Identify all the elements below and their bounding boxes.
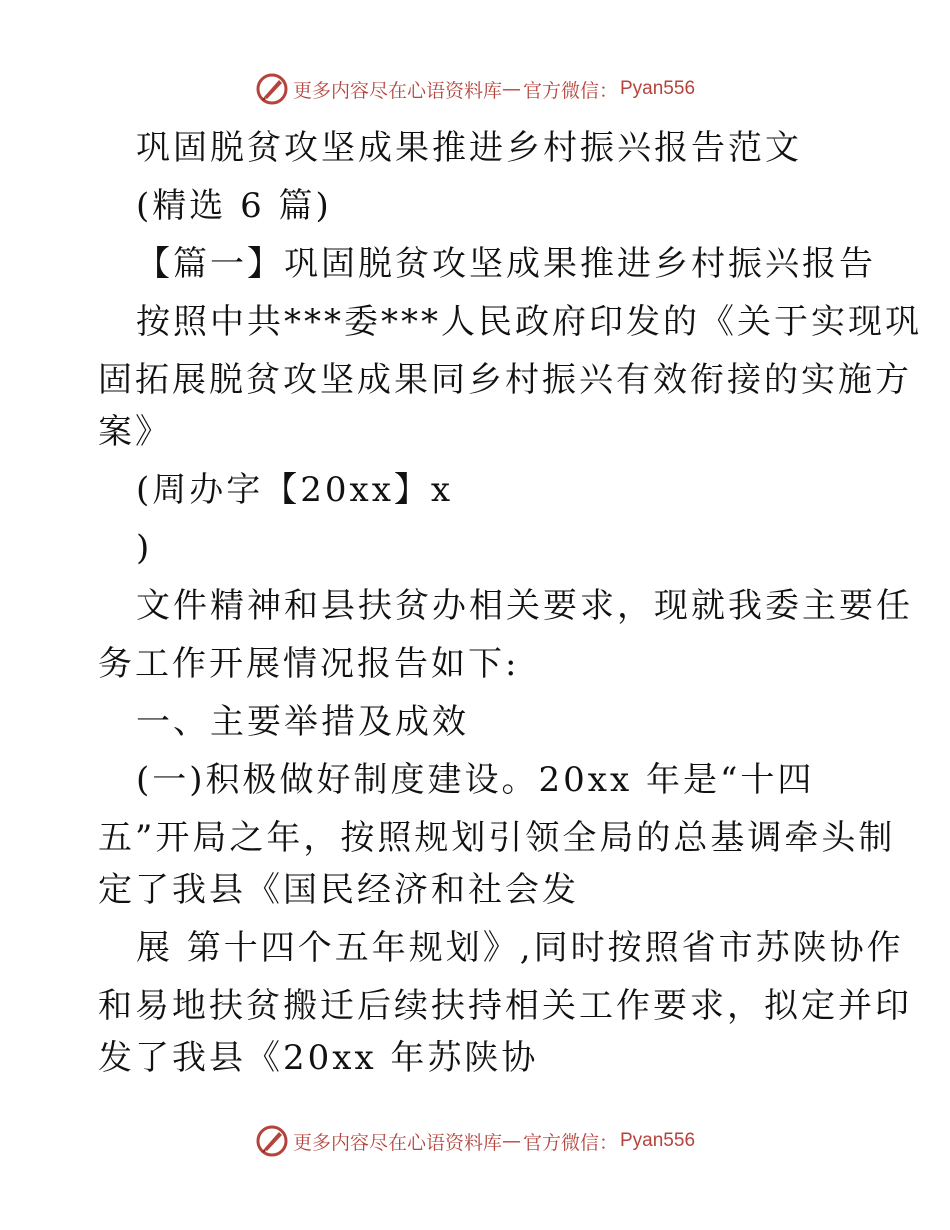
body-line: 和易地扶贫搬迁后续扶持相关工作要求，拟定并印 [98,986,912,1026]
watermark-wechat-id: Pyan556 [620,1130,696,1151]
body-line: 务工作开展情况报告如下: [98,644,520,684]
body-line: (周办字【20xx】x [136,470,454,510]
watermark-separator: — [501,1130,521,1152]
watermark-separator: — [501,78,521,100]
watermark-label: 官方微信： [522,1131,618,1154]
watermark-footer [0,1124,950,1158]
subsection-heading: 一、主要举措及成效 [136,702,469,742]
watermark-wechat-id: Pyan556 [620,78,696,99]
watermark-text: 更多内容尽在心语资料库 [292,79,502,102]
body-line: ) [136,528,153,568]
body-line: 文件精神和县扶贫办相关要求，现就我委主要任 [136,586,913,626]
document-body [98,122,922,1084]
watermark-text: 更多内容尽在心语资料库 [292,1131,502,1154]
document-subtitle: (精选 6 篇) [136,186,332,226]
watermark-label: 官方微信： [522,79,618,102]
body-line: 案》 [98,412,172,452]
quill-logo-icon [255,72,289,106]
body-line: 五”开局之年，按照规划引领全局的总基调牵头制 [98,818,896,858]
body-line: 发了我县《20xx 年苏陕协 [98,1038,539,1078]
quill-logo-icon [255,1124,289,1158]
body-line: 按照中共***委***人民政府印发的《关于实现巩 [136,302,922,342]
body-line: 展 第十四个五年规划》,同时按照省市苏陕协作 [136,928,904,968]
document-title: 巩固脱贫攻坚成果推进乡村振兴报告范文 [136,128,802,168]
body-line: 固拓展脱贫攻坚成果同乡村振兴有效衔接的实施方 [98,360,912,400]
section-heading: 【篇一】巩固脱贫攻坚成果推进乡村振兴报告 [136,244,876,284]
body-line: 定了我县《国民经济和社会发 [98,870,579,910]
watermark-header [0,72,950,106]
body-line: (一)积极做好制度建设。20xx 年是“十四 [136,760,815,800]
